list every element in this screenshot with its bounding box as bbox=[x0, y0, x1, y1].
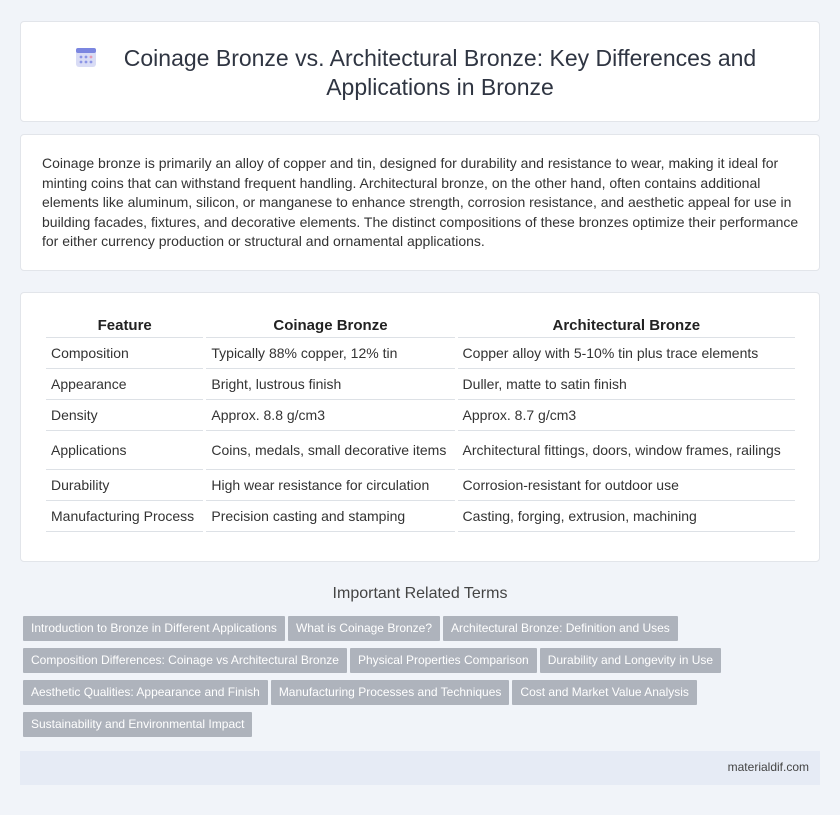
table-cell: Casting, forging, extrusion, machining bbox=[458, 501, 795, 532]
table-cell: Manufacturing Process bbox=[46, 501, 203, 532]
table-cell: Appearance bbox=[46, 369, 203, 400]
comparison-table-card bbox=[20, 292, 820, 562]
table-row bbox=[46, 338, 795, 369]
related-terms-list bbox=[23, 616, 823, 744]
table-cell: Composition bbox=[46, 338, 203, 369]
related-term-tag[interactable]: Physical Properties Comparison bbox=[350, 648, 537, 673]
related-term-tag[interactable]: Cost and Market Value Analysis bbox=[512, 680, 697, 705]
table-cell: Coins, medals, small decorative items bbox=[206, 431, 454, 470]
column-header: Architectural Bronze bbox=[458, 317, 795, 338]
table-cell: Bright, lustrous finish bbox=[206, 369, 454, 400]
table-row bbox=[46, 400, 795, 431]
table-cell: Applications bbox=[46, 431, 203, 470]
related-term-tag[interactable]: Composition Differences: Coinage vs Architectural Bronze bbox=[23, 648, 347, 673]
table-cell: Duller, matte to satin finish bbox=[458, 369, 795, 400]
intro-paragraph: Coinage bronze is primarily an alloy of copper and tin, designed for durability and resistance to wear, making it ideal for minting coins that can withstand frequent handling. Architectural bronze, on the other hand, often contains additional elements like aluminum, silicon, or manganese to enhance strength, corrosion resistance, and aesthetic appeal for use in building facades, fixtures, and decorative elements. The distinct compositions of these bronzes optimize their performance for either currency production or structural and ornamental applications. bbox=[42, 155, 799, 249]
column-header: Feature bbox=[46, 317, 203, 338]
title-card bbox=[20, 21, 820, 122]
table-cell: Corrosion-resistant for outdoor use bbox=[458, 470, 795, 501]
table-row bbox=[46, 470, 795, 501]
table-row bbox=[46, 369, 795, 400]
page-title: Coinage Bronze vs. Architectural Bronze: Key Differences and Applications in Bronze bbox=[123, 45, 757, 100]
footer bbox=[20, 751, 820, 785]
related-terms-title: Important Related Terms bbox=[332, 585, 508, 602]
footer-site-link[interactable]: materialdif.com bbox=[727, 760, 809, 774]
table-cell: Typically 88% copper, 12% tin bbox=[206, 338, 454, 369]
table-header-row bbox=[46, 317, 795, 338]
related-term-tag[interactable]: Sustainability and Environmental Impact bbox=[23, 712, 252, 737]
table-cell: Durability bbox=[46, 470, 203, 501]
intro-card bbox=[20, 134, 820, 271]
table-cell: Copper alloy with 5-10% tin plus trace elements bbox=[458, 338, 795, 369]
table-row bbox=[46, 501, 795, 532]
related-term-tag[interactable]: What is Coinage Bronze? bbox=[288, 616, 440, 641]
table-cell: Approx. 8.8 g/cm3 bbox=[206, 400, 454, 431]
related-term-tag[interactable]: Manufacturing Processes and Techniques bbox=[271, 680, 510, 705]
related-term-tag[interactable]: Introduction to Bronze in Different Applications bbox=[23, 616, 285, 641]
related-term-tag[interactable]: Durability and Longevity in Use bbox=[540, 648, 721, 673]
table-cell: High wear resistance for circulation bbox=[206, 470, 454, 501]
related-term-tag[interactable]: Architectural Bronze: Definition and Uses bbox=[443, 616, 678, 641]
table-row bbox=[46, 431, 795, 470]
table-cell: Architectural fittings, doors, window frames, railings bbox=[458, 431, 795, 470]
comparison-table bbox=[43, 317, 798, 532]
table-cell: Approx. 8.7 g/cm3 bbox=[458, 400, 795, 431]
table-cell: Density bbox=[46, 400, 203, 431]
table-cell: Precision casting and stamping bbox=[206, 501, 454, 532]
related-term-tag[interactable]: Aesthetic Qualities: Appearance and Finish bbox=[23, 680, 268, 705]
column-header: Coinage Bronze bbox=[206, 317, 454, 338]
